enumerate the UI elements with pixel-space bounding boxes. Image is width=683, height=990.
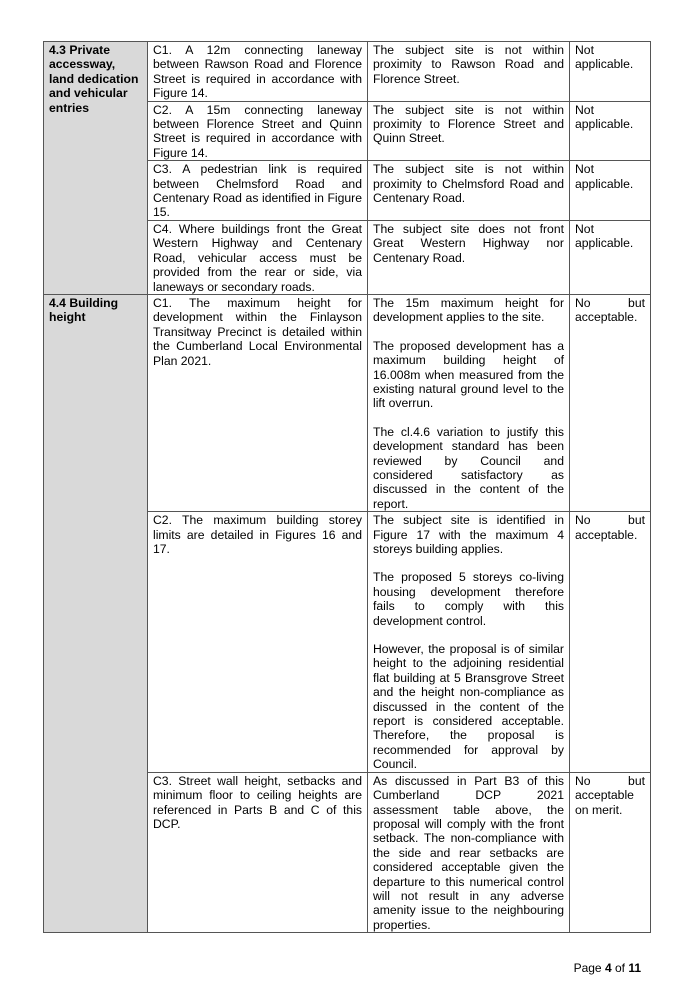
response-paragraph: The subject site does not front Great Western Highway nor Centenary Road. [373, 221, 564, 265]
control-cell: C4. Where buildings front the Great Western Highway and Centenary Road, vehicular access must be provided from the rear or side, via laneways or secondary roads. [148, 220, 368, 294]
page-total: 11 [628, 961, 641, 975]
response-paragraph: The subject site is not within proximity to Rawson Road and Florence Street. [373, 43, 564, 86]
table-row [44, 42, 651, 102]
compliance-table [43, 41, 651, 933]
section-heading: 4.4 Building height [44, 294, 148, 932]
compliance-cell: No but acceptable. [570, 512, 651, 773]
control-cell: C2. The maximum building storey limits are detailed in Figures 16 and 17. [148, 512, 368, 773]
response-paragraph: The cl.4.6 variation to justify this development standard has been reviewed by Council and considered satisfactory as discussed in the content of the report. [373, 424, 564, 511]
response-cell [368, 772, 570, 932]
response-cell [368, 101, 570, 161]
compliance-cell: No but acceptable on merit. [570, 772, 651, 932]
response-paragraph: The proposed 5 storeys co-living housing development therefore fails to comply with this development control. [373, 570, 564, 628]
response-paragraph: The subject site is identified in Figure 17 with the maximum 4 storeys building applies. [373, 513, 564, 556]
control-cell: C2. A 15m connecting laneway between Florence Street and Quinn Street is required in accordance with Figure 14. [148, 101, 368, 161]
page-label: Page [573, 961, 605, 975]
compliance-cell: Not applicable. [570, 220, 651, 294]
compliance-cell: Not applicable. [570, 42, 651, 102]
response-cell [368, 512, 570, 773]
control-cell: C1. A 12m connecting laneway between Rawson Road and Florence Street is required in accordance with Figure 14. [148, 42, 368, 102]
control-cell: C1. The maximum height for development within the Finlayson Transitway Precinct is detailed within the Cumberland Local Environmental Plan 2021. [148, 294, 368, 511]
response-cell [368, 42, 570, 102]
compliance-cell: Not applicable. [570, 101, 651, 161]
control-cell: C3. A pedestrian link is required between Chelmsford Road and Centenary Road as identified in Figure 15. [148, 161, 368, 221]
compliance-table-body [44, 42, 651, 933]
control-cell: C3. Street wall height, setbacks and minimum floor to ceiling heights are referenced in Parts B and C of this DCP. [148, 772, 368, 932]
response-cell [368, 161, 570, 221]
table-row [44, 294, 651, 511]
response-paragraph: The 15m maximum height for development applies to the site. [373, 295, 564, 325]
response-paragraph: However, the proposal is of similar height to the adjoining residential flat building at 5 Bransgrove Street and the height non-compliance as discussed in the content of the report is considered acceptable. Therefore, the proposal is recommended for approval by Council. [373, 642, 564, 772]
response-paragraph: The subject site is not within proximity to Chelmsford Road and Centenary Road. [373, 162, 564, 206]
page-of: of [611, 961, 629, 975]
response-paragraph: As discussed in Part B3 of this Cumberland DCP 2021 assessment table above, the proposal will comply with the front setback. The non-compliance with the side and rear setbacks are considered acceptable given the departure to this numerical control will not result in any adverse amenity issue to the neighbouring properties. [373, 773, 564, 932]
page-current: 4 [604, 961, 612, 975]
response-cell [368, 220, 570, 294]
response-paragraph: The proposed development has a maximum building height of 16.008m when measured from the existing natural ground level to the lift overrun. [373, 338, 564, 411]
response-paragraph: The subject site is not within proximity to Florence Street and Quinn Street. [373, 102, 564, 146]
compliance-cell: No but acceptable. [570, 294, 651, 511]
compliance-cell: Not applicable. [570, 161, 651, 221]
response-cell [368, 294, 570, 511]
section-heading: 4.3 Private accessway, land dedication and vehicular entries [44, 42, 148, 295]
page-footer [574, 961, 641, 975]
